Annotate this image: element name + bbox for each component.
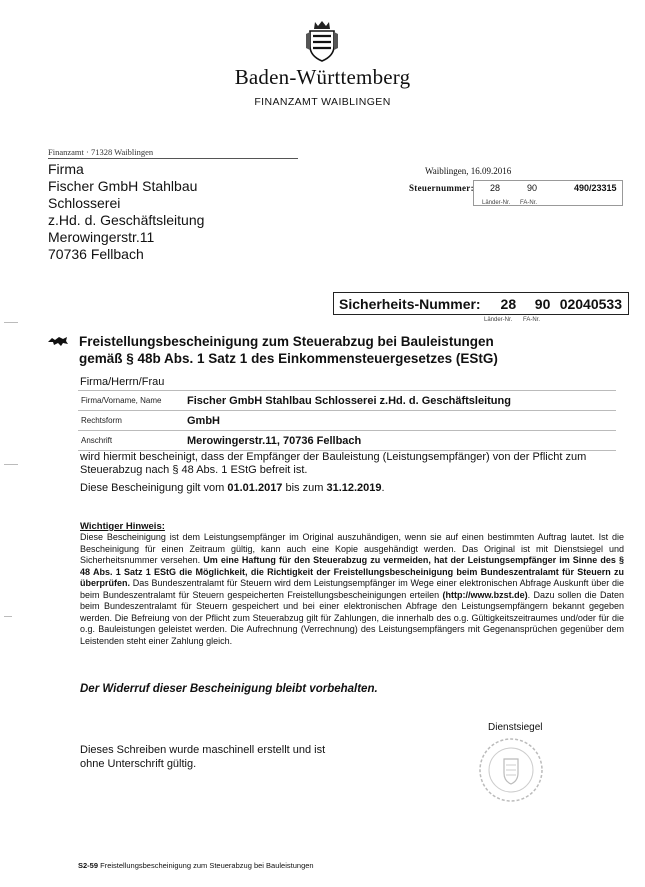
recipient-line: Schlosserei xyxy=(48,195,121,211)
notice-part: . Dazu sollen die Daten beim Bundeszentralamt für Steuern gespeichert und bei einer elektronischen Abfrage den Leistungsempfängern bekannt gegeben werden. Die Befreiung von der Pflicht zum Steuerabzug gilt für Zahlungen, die innerhalb des o.g. Gültigkeitszeitraumes und/oder für die o.g. Bauleistungen geleistet werden. Die Aufrechnung (Verrechnung) des Leistungsempfängers mit Gegenansprüchen gegenüber dem Leistenden steht einer Zahlung gleich. xyxy=(80,589,624,646)
table-row xyxy=(78,391,616,411)
security-number-label: Sicherheits-Nummer: xyxy=(339,295,481,312)
notice-part: Diese Bescheinigung ist dem Leistungsempfänger im Original auszuhändigen, wenn sie auf einen bestimmten Auftrag lautet. Ist die Bescheinigung für einen Zeitraum gültig, kann auch eine Kopie ausgehändigt werden. Das Original ist mit Dienstsiegel und Sicherheitsnummer versehen. xyxy=(80,532,624,565)
revocation-note: Der Widerruf dieser Bescheinigung bleibt vorbehalten. xyxy=(80,683,378,695)
recipient-line: Firma xyxy=(48,161,84,177)
security-number-office: 90 xyxy=(534,295,551,312)
form-footer-text: Freistellungsbescheinigung zum Steuerabzug bei Bauleistungen xyxy=(100,861,314,870)
security-number-land-caption: Länder-Nr. xyxy=(484,317,513,323)
valid-from-date: 01.01.2017 xyxy=(227,482,283,494)
place-and-date: Waiblingen, 16.09.2016 xyxy=(425,166,512,176)
note-line: ohne Unterschrift gültig. xyxy=(80,758,197,770)
notice-bold-part: Um eine Haftung für den Steuerabzug zu vermeiden, hat der Leistungsempfänger im Sinne des § 48 Abs. 1 Satz 1 EStG die Möglichkeit, die Richtigkeit der Freistellungsbescheinigung beim Bundeszentralamt für Steuern zu überprüfen. xyxy=(80,555,624,588)
official-seal-stamp xyxy=(476,735,546,805)
field-label: Firma/Vorname, Name xyxy=(78,391,184,411)
notice-part: Das Bundeszentralamt für Steuern wird dem Leistungsempfänger im Wege einer elektronischen Abfrage Auskunft über die beim Bundeszentralamt für Steuern gespeicherten Freistellungsbescheinigungen erteilen xyxy=(80,578,624,600)
fold-mark xyxy=(4,322,18,323)
tax-number-label: Steuernummer: xyxy=(409,183,474,193)
state-name: Baden-Württemberg xyxy=(234,65,411,89)
security-number-box xyxy=(333,292,629,315)
document-title xyxy=(79,333,498,367)
official-seal-label: Dienstsiegel xyxy=(488,722,543,733)
fold-mark xyxy=(4,464,18,465)
table-row xyxy=(78,411,616,431)
title-line: gemäß § 48b Abs. 1 Satz 1 des Einkommensteuergesetzes (EStG) xyxy=(79,351,498,366)
recipient-line: Merowingerstr.11 xyxy=(48,229,155,245)
form-footer xyxy=(78,861,314,870)
note-line: Dieses Schreiben wurde maschinell erstellt und ist xyxy=(80,744,326,756)
table-row xyxy=(78,431,616,451)
recipient-line: 70736 Fellbach xyxy=(48,246,144,262)
punch-mark xyxy=(4,616,12,617)
notice-text xyxy=(80,532,624,647)
certification-text: wird hiermit bescheinigt, dass der Empfänger der Bauleistung (Leistungsempfänger) von der Pflicht zum Steuerabzug nach § 48 Abs. 1 EStG befreit ist. xyxy=(80,451,587,476)
addressee-heading: Firma/Herrn/Frau xyxy=(80,376,165,388)
field-label: Anschrift xyxy=(78,431,184,451)
tax-office-name: FINANZAMT WAIBLINGEN xyxy=(254,96,391,108)
field-label: Rechtsform xyxy=(78,411,184,431)
security-number-office-caption: FA-Nr. xyxy=(523,317,541,323)
validity-period xyxy=(80,482,385,494)
tax-number-land: 28 xyxy=(490,183,501,193)
tax-number-value: 490/23315 xyxy=(574,183,617,193)
validity-prefix: Diese Bescheinigung gilt vom xyxy=(80,482,225,494)
addressee-table xyxy=(78,390,616,451)
title-line: Freistellungsbescheinigung zum Steuerabzug bei Bauleistungen xyxy=(79,334,494,349)
validity-mid: bis zum xyxy=(285,482,324,494)
sender-return-address: Finanzamt · 71328 Waiblingen xyxy=(48,147,298,159)
field-value: Merowingerstr.11, 70736 Fellbach xyxy=(184,431,616,451)
bzst-link[interactable]: (http://www.bzst.de) xyxy=(442,589,528,600)
recipient-line: z.Hd. d. Geschäftsleitung xyxy=(48,212,205,228)
security-number-value: 02040533 xyxy=(559,295,622,312)
valid-to-date: 31.12.2019 xyxy=(326,482,382,494)
machine-generated-note xyxy=(80,743,325,771)
security-number-land: 28 xyxy=(500,295,517,312)
recipient-address xyxy=(48,161,204,263)
form-code: S2-59 xyxy=(78,861,99,870)
field-value: GmbH xyxy=(184,411,616,431)
validity-suffix: . xyxy=(381,482,385,494)
coat-of-arms-emblem xyxy=(305,20,339,62)
recipient-line: Fischer GmbH Stahlbau xyxy=(48,178,198,194)
tax-number-office: 90 xyxy=(527,183,538,193)
notice-heading: Wichtiger Hinweis: xyxy=(80,521,165,532)
tax-number-office-caption: FA-Nr. xyxy=(520,200,538,206)
field-value: Fischer GmbH Stahlbau Schlosserei z.Hd. d. Geschäftsleitung xyxy=(184,391,616,411)
lion-icon xyxy=(47,335,69,347)
tax-number-land-caption: Länder-Nr. xyxy=(482,200,511,206)
